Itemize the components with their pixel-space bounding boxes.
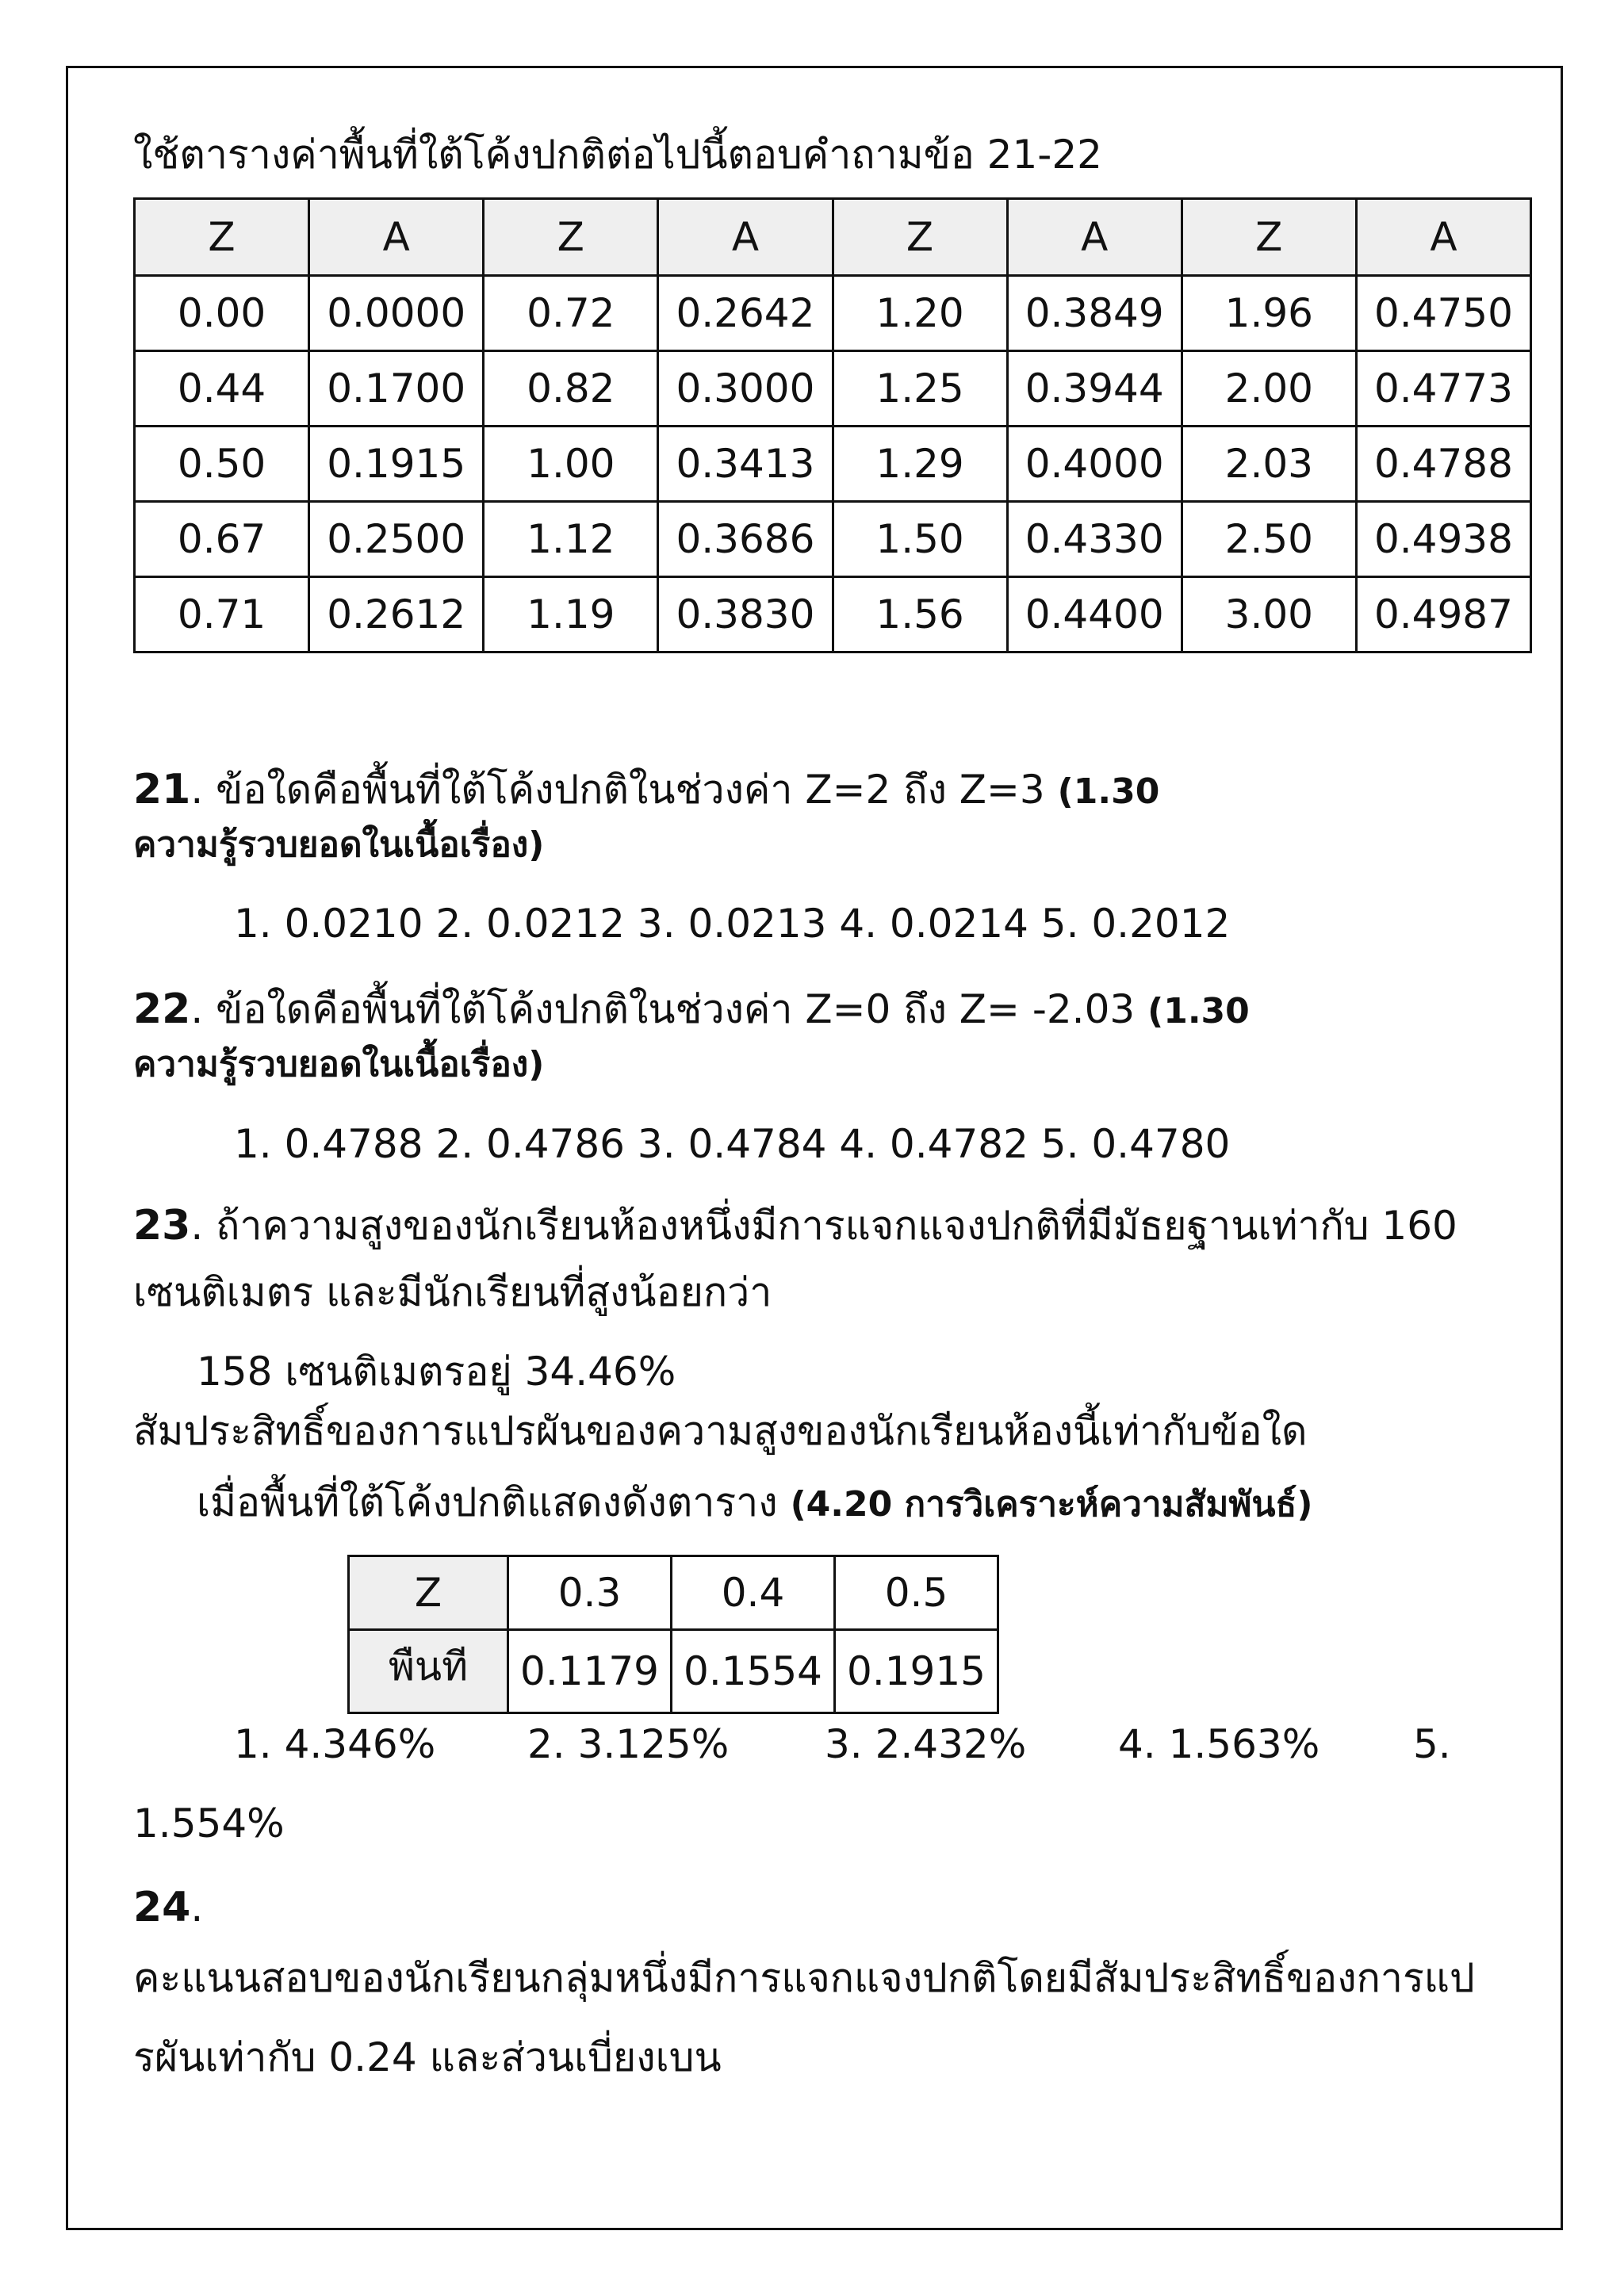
q22-text: . ข้อใดคือพื้นที่ใต้โค้งปกติในช่วงค่า Z=0 ถึง Z= -2.03: [190, 986, 1148, 1032]
q24-line1: คะแนนสอบของนักเรียนกลุ่มหนึ่งมีการแจกแจงปกติโดยมีสัมประสิทธิ์ของการแป: [133, 1955, 1475, 2001]
q21-choices: 1. 0.0210 2. 0.0212 3. 0.0213 4. 0.0214 5. 0.2012: [234, 901, 1231, 947]
table-cell: 0.44: [135, 351, 309, 427]
table-header-cell: Z: [833, 199, 1007, 276]
q23-choice-5: 5.: [1413, 1721, 1451, 1767]
q24-number: 24: [133, 1884, 191, 1931]
table-header-cell: A: [309, 199, 484, 276]
table-cell: 0.3944: [1007, 351, 1182, 427]
table-cell: 0.72: [484, 276, 658, 351]
table-cell: 1.25: [833, 351, 1007, 427]
table-cell: 0.4987: [1356, 577, 1530, 652]
table-header-cell: A: [1356, 199, 1530, 276]
table-row: [135, 502, 1531, 577]
q22-question: [133, 985, 1250, 1034]
q21-question: [133, 765, 1159, 814]
table-header-cell: A: [1007, 199, 1182, 276]
q23-question-line5: [197, 1479, 1312, 1526]
z-area-small-table: [347, 1555, 999, 1714]
table-header-row: [135, 199, 1531, 276]
q22-tag-cont: ความรู้รวบยอดในเนื้อเรื่อง): [133, 1044, 545, 1085]
table-header-cell: Z: [135, 199, 309, 276]
table-cell: 2.03: [1182, 427, 1356, 502]
q23-choice-2: 2. 3.125%: [527, 1721, 730, 1767]
table-cell: 0.3000: [658, 351, 833, 427]
q23-choice-1: 1. 4.346%: [234, 1721, 436, 1767]
table-cell: 0.3830: [658, 577, 833, 652]
q23-question-line3: 158 เซนติเมตรอยู่ 34.46%: [197, 1349, 676, 1395]
q21-number: 21: [133, 766, 191, 813]
table-cell: 1.29: [833, 427, 1007, 502]
q24-dot: .: [190, 1885, 204, 1931]
table-cell: 2.00: [1182, 351, 1356, 427]
table-cell: 0.4330: [1007, 502, 1182, 577]
q21-tag: (1.30: [1057, 771, 1160, 812]
q23-question-line2: เซนติเมตร และมีนักเรียนที่สูงน้อยกว่า: [133, 1269, 772, 1315]
table-cell: 0.3849: [1007, 276, 1182, 351]
q22-tag: (1.30: [1147, 991, 1250, 1031]
table-cell: 0.67: [135, 502, 309, 577]
q21-tag-cont: ความรู้รวบยอดในเนื้อเรื่อง): [133, 825, 545, 865]
table-cell: 3.00: [1182, 577, 1356, 652]
q22-choices: 1. 0.4788 2. 0.4786 3. 0.4784 4. 0.4782 5. 0.4780: [234, 1121, 1231, 1167]
table-row: [135, 577, 1531, 652]
small-table-row: [349, 1556, 998, 1630]
table-cell: 1.56: [833, 577, 1007, 652]
table-cell: 0.4400: [1007, 577, 1182, 652]
small-table-cell: 0.5: [835, 1556, 998, 1630]
table-row: [135, 351, 1531, 427]
table-cell: 0.50: [135, 427, 309, 502]
table-cell: 0.4788: [1356, 427, 1530, 502]
table-header-cell: Z: [1182, 199, 1356, 276]
table-cell: 0.3686: [658, 502, 833, 577]
table-header-cell: Z: [484, 199, 658, 276]
small-table-cell: 0.4: [672, 1556, 835, 1630]
table-header-cell: A: [658, 199, 833, 276]
q23-number: 23: [133, 1202, 191, 1249]
small-table-cell: 0.3: [508, 1556, 672, 1630]
q23-question-line4: สัมประสิทธิ์ของการแปรผันของความสูงของนักเรียนห้องนี้เท่ากับข้อใด: [133, 1408, 1308, 1454]
q23-question-line1: [133, 1201, 1457, 1250]
table-cell: 1.00: [484, 427, 658, 502]
table-row: [135, 276, 1531, 351]
table-row: [135, 427, 1531, 502]
table-cell: 0.1915: [309, 427, 484, 502]
small-table-label: Z: [349, 1556, 508, 1630]
intro-text: ใช้ตารางค่าพื้นที่ใต้โค้งปกติต่อไปนี้ตอบคำถามข้อ 21-22: [133, 132, 1102, 178]
q21-text: . ข้อใดคือพื้นที่ใต้โค้งปกติในช่วงค่า Z=2 ถึง Z=3: [190, 767, 1058, 813]
z-area-table: [133, 197, 1532, 653]
table-cell: 0.00: [135, 276, 309, 351]
q23-choice-5-value: 1.554%: [133, 1800, 285, 1846]
q24-header: [133, 1883, 203, 1932]
table-cell: 0.71: [135, 577, 309, 652]
table-cell: 0.4000: [1007, 427, 1182, 502]
q23-choice-4: 4. 1.563%: [1118, 1721, 1320, 1767]
table-cell: 0.3413: [658, 427, 833, 502]
table-cell: 1.19: [484, 577, 658, 652]
table-cell: 2.50: [1182, 502, 1356, 577]
small-table-cell: 0.1179: [508, 1630, 672, 1713]
table-cell: 0.82: [484, 351, 658, 427]
table-cell: 1.50: [833, 502, 1007, 577]
q22-number: 22: [133, 985, 191, 1033]
small-table-cell: 0.1915: [835, 1630, 998, 1713]
table-cell: 0.4750: [1356, 276, 1530, 351]
table-cell: 0.0000: [309, 276, 484, 351]
table-cell: 0.1700: [309, 351, 484, 427]
table-cell: 0.4938: [1356, 502, 1530, 577]
small-table-row: [349, 1630, 998, 1713]
small-table-cell: 0.1554: [672, 1630, 835, 1713]
table-cell: 0.4773: [1356, 351, 1530, 427]
q23-text-1: . ถ้าความสูงของนักเรียนห้องหนึ่งมีการแจกแจงปกติที่มีมัธยฐานเท่ากับ 160: [190, 1203, 1457, 1249]
table-cell: 1.96: [1182, 276, 1356, 351]
q23-choice-3: 3. 2.432%: [825, 1721, 1027, 1767]
q24-line2: รผันเท่ากับ 0.24 และส่วนเบี่ยงเบน: [133, 2034, 722, 2080]
table-cell: 1.12: [484, 502, 658, 577]
small-table-label: พืนที: [349, 1630, 508, 1713]
table-cell: 1.20: [833, 276, 1007, 351]
table-cell: 0.2612: [309, 577, 484, 652]
table-cell: 0.2642: [658, 276, 833, 351]
table-cell: 0.2500: [309, 502, 484, 577]
q23-tag: (4.20 การวิเคราะห์ความสัมพันธ์): [790, 1484, 1313, 1525]
q23-text-5: เมื่อพื้นที่ใต้โค้งปกติแสดงดังตาราง: [197, 1479, 791, 1525]
